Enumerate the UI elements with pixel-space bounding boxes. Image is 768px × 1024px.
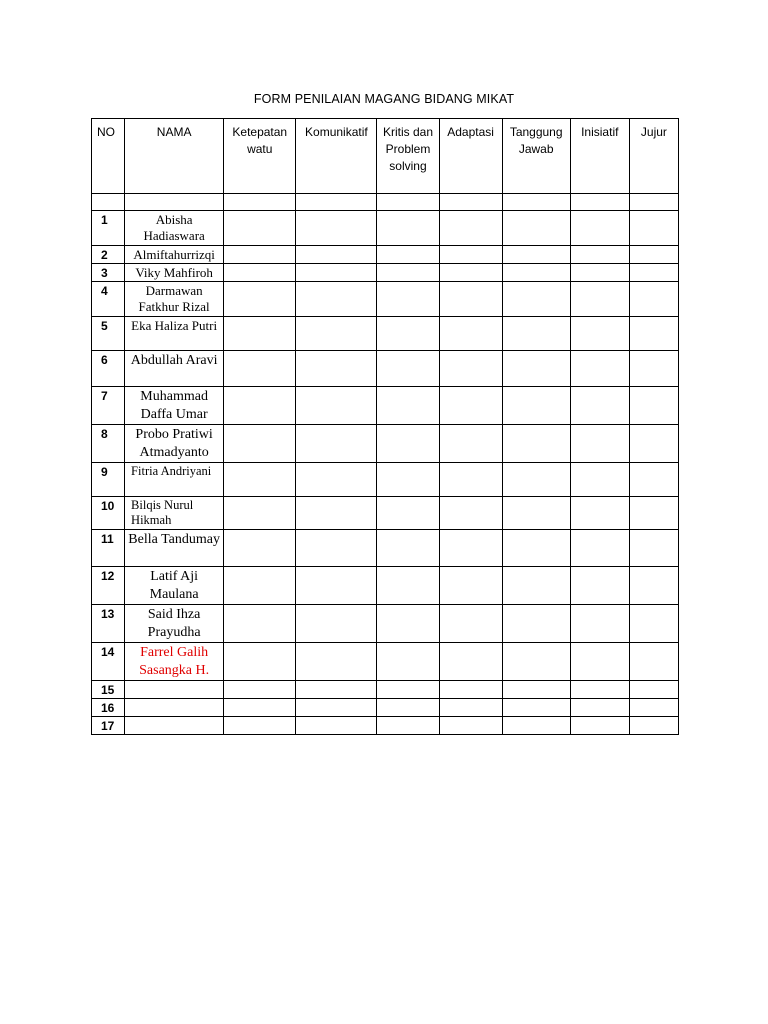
score-cell[interactable] [296, 351, 377, 387]
intern-name: Abisha Hadiaswara [125, 211, 224, 246]
table-row [92, 317, 679, 351]
table-cell [125, 194, 224, 211]
intern-name: Muhammad Daffa Umar [125, 387, 224, 425]
col-header-inisiatif: Inisiatif [570, 119, 629, 194]
score-cell[interactable] [439, 699, 502, 717]
intern-name [125, 717, 224, 735]
score-cell[interactable] [502, 681, 570, 699]
score-cell[interactable] [377, 317, 439, 351]
intern-name: Bella Tandumay [125, 530, 224, 567]
score-cell[interactable] [629, 387, 678, 425]
col-header-kritis: Kritis dan Problem solving [377, 119, 439, 194]
table-row [92, 567, 679, 605]
score-cell[interactable] [439, 497, 502, 530]
score-cell[interactable] [439, 717, 502, 735]
score-cell[interactable] [296, 699, 377, 717]
score-cell[interactable] [502, 717, 570, 735]
score-cell[interactable] [502, 194, 570, 211]
row-number: 13 [92, 605, 125, 643]
score-cell[interactable] [377, 194, 439, 211]
score-cell[interactable] [439, 643, 502, 681]
score-cell[interactable] [439, 264, 502, 282]
row-number: 8 [92, 425, 125, 463]
score-cell[interactable] [629, 264, 678, 282]
score-cell[interactable] [296, 497, 377, 530]
row-number: 6 [92, 351, 125, 387]
score-cell[interactable] [570, 643, 629, 681]
score-cell[interactable] [629, 317, 678, 351]
row-number: 11 [92, 530, 125, 567]
assessment-table [91, 118, 679, 735]
score-cell[interactable] [439, 425, 502, 463]
row-number: 9 [92, 463, 125, 497]
score-cell[interactable] [570, 605, 629, 643]
table-row [92, 387, 679, 425]
score-cell[interactable] [570, 463, 629, 497]
score-cell[interactable] [629, 530, 678, 567]
col-header-no: NO [92, 119, 125, 194]
score-cell[interactable] [224, 717, 296, 735]
score-cell[interactable] [570, 194, 629, 211]
score-cell[interactable] [224, 264, 296, 282]
table-row [92, 425, 679, 463]
score-cell[interactable] [377, 387, 439, 425]
score-cell[interactable] [296, 681, 377, 699]
score-cell[interactable] [224, 246, 296, 264]
score-cell[interactable] [629, 282, 678, 317]
row-number: 1 [92, 211, 125, 246]
score-cell[interactable] [439, 317, 502, 351]
score-cell[interactable] [439, 351, 502, 387]
intern-name: Bilqis Nurul Hikmah [125, 497, 224, 530]
score-cell[interactable] [224, 605, 296, 643]
score-cell[interactable] [224, 351, 296, 387]
table-row [92, 497, 679, 530]
score-cell[interactable] [377, 530, 439, 567]
score-cell[interactable] [377, 264, 439, 282]
intern-name [125, 681, 224, 699]
score-cell[interactable] [296, 264, 377, 282]
score-cell[interactable] [570, 317, 629, 351]
col-header-adaptasi: Adaptasi [439, 119, 502, 194]
intern-name: Darmawan Fatkhur Rizal [125, 282, 224, 317]
score-cell[interactable] [439, 211, 502, 246]
score-cell[interactable] [224, 681, 296, 699]
col-header-nama: NAMA [125, 119, 224, 194]
score-cell[interactable] [570, 681, 629, 699]
score-cell[interactable] [224, 317, 296, 351]
score-cell[interactable] [224, 643, 296, 681]
row-number: 16 [92, 699, 125, 717]
score-cell[interactable] [377, 463, 439, 497]
score-cell[interactable] [570, 699, 629, 717]
score-cell[interactable] [502, 211, 570, 246]
score-cell[interactable] [296, 463, 377, 497]
score-cell[interactable] [502, 387, 570, 425]
score-cell[interactable] [629, 681, 678, 699]
row-number: 12 [92, 567, 125, 605]
row-number: 17 [92, 717, 125, 735]
score-cell[interactable] [502, 264, 570, 282]
header-row [92, 119, 679, 194]
table-row [92, 463, 679, 497]
intern-name [125, 699, 224, 717]
score-cell[interactable] [377, 567, 439, 605]
table-row [92, 282, 679, 317]
row-number: 7 [92, 387, 125, 425]
score-cell[interactable] [502, 530, 570, 567]
score-cell[interactable] [224, 194, 296, 211]
score-cell[interactable] [377, 351, 439, 387]
row-number: 14 [92, 643, 125, 681]
row-number: 2 [92, 246, 125, 264]
col-header-ketepatan: Ketepatan watu [224, 119, 296, 194]
score-cell[interactable] [224, 425, 296, 463]
score-cell[interactable] [629, 643, 678, 681]
row-number: 5 [92, 317, 125, 351]
score-cell[interactable] [502, 699, 570, 717]
score-cell[interactable] [296, 246, 377, 264]
score-cell[interactable] [377, 282, 439, 317]
score-cell[interactable] [502, 643, 570, 681]
intern-name: Probo Pratiwi Atmadyanto [125, 425, 224, 463]
score-cell[interactable] [377, 643, 439, 681]
table-row [92, 605, 679, 643]
form-title: FORM PENILAIAN MAGANG BIDANG MIKAT [253, 92, 515, 106]
table-row [92, 643, 679, 681]
score-cell[interactable] [629, 699, 678, 717]
score-cell[interactable] [570, 567, 629, 605]
row-number: 3 [92, 264, 125, 282]
score-cell[interactable] [629, 194, 678, 211]
score-cell[interactable] [224, 387, 296, 425]
row-number: 4 [92, 282, 125, 317]
intern-name: Fitria Andriyani [125, 463, 224, 497]
score-cell[interactable] [502, 605, 570, 643]
score-cell[interactable] [224, 282, 296, 317]
score-cell[interactable] [377, 605, 439, 643]
score-cell[interactable] [296, 194, 377, 211]
score-cell[interactable] [502, 351, 570, 387]
score-cell[interactable] [296, 282, 377, 317]
score-cell[interactable] [224, 463, 296, 497]
table-row [92, 681, 679, 699]
score-cell[interactable] [439, 194, 502, 211]
table-row [92, 699, 679, 717]
score-cell[interactable] [570, 282, 629, 317]
score-cell[interactable] [570, 246, 629, 264]
score-cell[interactable] [502, 317, 570, 351]
score-cell[interactable] [439, 282, 502, 317]
score-cell[interactable] [502, 246, 570, 264]
score-cell[interactable] [377, 497, 439, 530]
col-header-komunikatif: Komunikatif [296, 119, 377, 194]
score-cell[interactable] [296, 530, 377, 567]
score-cell[interactable] [570, 351, 629, 387]
score-cell[interactable] [296, 567, 377, 605]
score-cell[interactable] [570, 264, 629, 282]
intern-name: Said Ihza Prayudha [125, 605, 224, 643]
col-header-jujur: Jujur [629, 119, 678, 194]
row-number: 10 [92, 497, 125, 530]
score-cell[interactable] [502, 567, 570, 605]
score-cell[interactable] [629, 497, 678, 530]
score-cell[interactable] [439, 530, 502, 567]
table-row [92, 246, 679, 264]
table-cell [92, 194, 125, 211]
table-row [92, 264, 679, 282]
score-cell[interactable] [629, 605, 678, 643]
score-cell[interactable] [629, 351, 678, 387]
score-cell[interactable] [296, 387, 377, 425]
row-number: 15 [92, 681, 125, 699]
score-cell[interactable] [224, 497, 296, 530]
score-cell[interactable] [502, 497, 570, 530]
score-cell[interactable] [377, 246, 439, 264]
intern-name: Viky Mahfiroh [125, 264, 224, 282]
score-cell[interactable] [629, 211, 678, 246]
intern-name: Farrel Galih Sasangka H. [125, 643, 224, 681]
score-cell[interactable] [296, 643, 377, 681]
score-cell[interactable] [502, 425, 570, 463]
score-cell[interactable] [377, 425, 439, 463]
score-cell[interactable] [224, 530, 296, 567]
col-header-tanggung-jawab: Tanggung Jawab [502, 119, 570, 194]
score-cell[interactable] [502, 282, 570, 317]
score-cell[interactable] [629, 717, 678, 735]
score-cell[interactable] [629, 246, 678, 264]
score-cell[interactable] [439, 246, 502, 264]
score-cell[interactable] [629, 567, 678, 605]
score-cell[interactable] [570, 211, 629, 246]
score-cell[interactable] [377, 211, 439, 246]
score-cell[interactable] [570, 717, 629, 735]
score-cell[interactable] [296, 717, 377, 735]
score-cell[interactable] [439, 567, 502, 605]
score-cell[interactable] [296, 605, 377, 643]
score-cell[interactable] [377, 699, 439, 717]
score-cell[interactable] [570, 497, 629, 530]
score-cell[interactable] [224, 211, 296, 246]
score-cell[interactable] [570, 425, 629, 463]
score-cell[interactable] [224, 567, 296, 605]
score-cell[interactable] [629, 463, 678, 497]
score-cell[interactable] [439, 387, 502, 425]
score-cell[interactable] [296, 317, 377, 351]
intern-name: Abdullah Aravi [125, 351, 224, 387]
score-cell[interactable] [439, 463, 502, 497]
score-cell[interactable] [502, 463, 570, 497]
table-row [92, 530, 679, 567]
intern-name: Latif Aji Maulana [125, 567, 224, 605]
table-row [92, 211, 679, 246]
score-cell[interactable] [377, 717, 439, 735]
score-cell[interactable] [629, 425, 678, 463]
score-cell[interactable] [377, 681, 439, 699]
header-spacer-row [92, 194, 679, 211]
intern-name: Eka Haliza Putri [125, 317, 224, 351]
table-row [92, 351, 679, 387]
score-cell[interactable] [224, 699, 296, 717]
score-cell[interactable] [570, 530, 629, 567]
table-row [92, 717, 679, 735]
score-cell[interactable] [296, 211, 377, 246]
score-cell[interactable] [439, 605, 502, 643]
score-cell[interactable] [439, 681, 502, 699]
score-cell[interactable] [570, 387, 629, 425]
intern-name: Almiftahurrizqi [125, 246, 224, 264]
score-cell[interactable] [296, 425, 377, 463]
